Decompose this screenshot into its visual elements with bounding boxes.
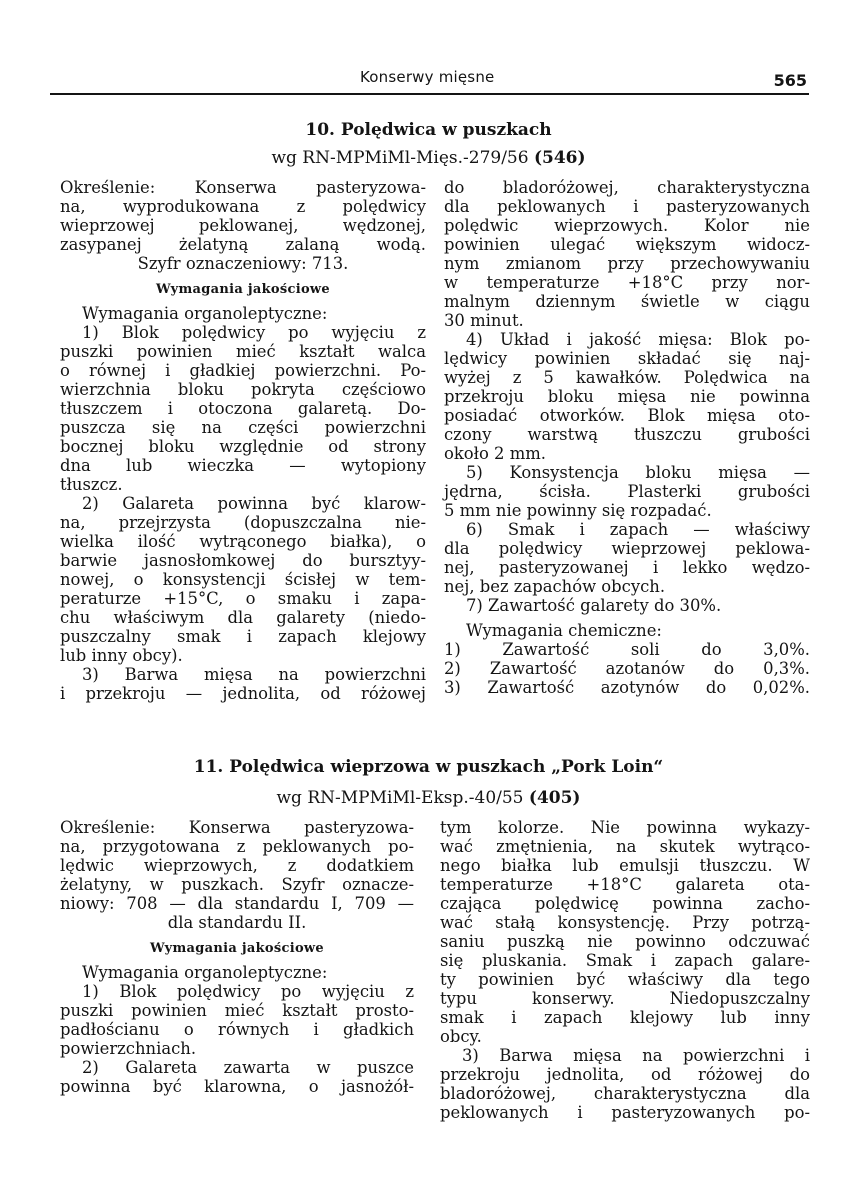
text-line: chu właściwym dla galarety (niedo-: [60, 608, 426, 627]
text-line: tłuszczem i otoczona galaretą. Do-: [60, 399, 426, 418]
text-line: wieprzowej peklowanej, wędzonej,: [60, 216, 426, 235]
text-line: Określenie: Konserwa pasteryzowa-: [60, 178, 426, 197]
running-header: [0, 66, 857, 96]
text-line: w temperaturze +18°C przy nor-: [444, 273, 810, 292]
text-line: smak i zapach klejowy lub inny: [440, 1008, 810, 1027]
text-line: saniu puszką nie powinno odczuwać: [440, 932, 810, 951]
text-line: 1) Zawartość soli do 3,0%.: [444, 640, 810, 659]
text-line: powinien ulegać większym widocz-: [444, 235, 810, 254]
text-line: na, wyprodukowana z polędwicy: [60, 197, 426, 216]
text-line: około 2 mm.: [444, 444, 546, 463]
text-line: puszczalny smak i zapach klejowy: [60, 627, 426, 646]
running-title: Konserwy mięsne: [360, 68, 495, 86]
text-line: wać stałą konsystencję. Przy potrzą-: [440, 913, 810, 932]
text-line: żelatyny, w puszkach. Szyfr oznacze-: [60, 875, 414, 894]
section-11-standard-number: wg RN-MPMiMl-Eksp.-40/55: [276, 788, 524, 808]
text-line: puszki powinien mieć kształt prosto-: [60, 1001, 414, 1020]
text-line: wyżej z 5 kawałków. Polędwica na: [444, 368, 810, 387]
text-line: puszki powinien mieć kształt walca: [60, 342, 426, 361]
subheading: Wymagania jakościowe: [155, 282, 330, 297]
section-10-standard: [0, 148, 857, 168]
text-line: bocznej bloku względnie od strony: [60, 437, 426, 456]
text-line: 2) Galareta powinna być klarow-: [82, 494, 426, 513]
text-line: dla polędwicy wieprzowej peklowa-: [444, 539, 810, 558]
text-line: Wymagania organoleptyczne:: [82, 304, 328, 323]
text-line: wać zmętnienia, na skutek wytrąco-: [440, 837, 810, 856]
text-line: 3) Barwa mięsa na powierzchni: [82, 665, 426, 684]
section-11-standard: [0, 788, 857, 808]
text-line: temperaturze +18°C galareta ota-: [440, 875, 810, 894]
text-line: typu konserwy. Niedopuszczalny: [440, 989, 810, 1008]
text-line: dna lub wieczka — wytopiony: [60, 456, 426, 475]
text-line: o równej i gładkiej powierzchni. Po-: [60, 361, 426, 380]
text-line: 1) Blok polędwicy po wyjęciu z: [82, 323, 426, 342]
text-line: 5 mm nie powinny się rozpadać.: [444, 501, 712, 520]
page-number: 565: [773, 71, 807, 90]
text-line: wierzchnia bloku pokryta częściowo: [60, 380, 426, 399]
text-line: nej, pasteryzowanej i lekko wędzo-: [444, 558, 810, 577]
text-line: do bladoróżowej, charakterystyczna: [444, 178, 810, 197]
section-11-code: (405): [528, 788, 581, 808]
text-line: posiadać otworków. Blok mięsa oto-: [444, 406, 810, 425]
text-line: barwie jasnosłomkowej do bursztyy-: [60, 551, 426, 570]
text-line: 4) Układ i jakość mięsa: Blok po-: [466, 330, 810, 349]
text-line: Wymagania organoleptyczne:: [82, 963, 328, 982]
text-line: 5) Konsystencja bloku mięsa —: [466, 463, 810, 482]
section-10-left-column: [60, 178, 426, 703]
text-line: malnym dziennym świetle w ciągu: [444, 292, 810, 311]
text-line: wielka ilość wytrąconego białka), o: [60, 532, 426, 551]
text-line: tym kolorze. Nie powinna wykazy-: [440, 818, 810, 837]
text-line: i przekroju — jednolita, od różowej: [60, 684, 426, 703]
text-line: polędwic wieprzowych. Kolor nie: [444, 216, 810, 235]
text-line: Szyfr oznaczeniowy: 713.: [137, 254, 349, 273]
header-rule: [50, 93, 809, 95]
text-line: nowej, o konsystencji ścisłej w tem-: [60, 570, 426, 589]
text-line: lędwicy powinien składać się naj-: [444, 349, 810, 368]
text-line: dla standardu II.: [167, 913, 307, 932]
text-line: dla peklowanych i pasteryzowanych: [444, 197, 810, 216]
text-line: 6) Smak i zapach — właściwy: [466, 520, 810, 539]
text-line: na, przejrzysta (dopuszczalna nie-: [60, 513, 426, 532]
text-line: 2) Galareta zawarta w puszce: [82, 1058, 414, 1077]
text-line: bladoróżowej, charakterystyczna dla: [440, 1084, 810, 1103]
section-11-left-column: [60, 818, 414, 1096]
text-line: powierzchniach.: [60, 1039, 197, 1058]
text-line: przekroju jednolita, od różowej do: [440, 1065, 810, 1084]
text-line: jędrna, ścisła. Plasterki grubości: [444, 482, 810, 501]
text-line: puszcza się na części powierzchni: [60, 418, 426, 437]
text-line: czony warstwą tłuszczu grubości: [444, 425, 810, 444]
subheading: Wymagania jakościowe: [149, 941, 324, 956]
text-line: lędwic wieprzowych, z dodatkiem: [60, 856, 414, 875]
text-line: na, przygotowana z peklowanych po-: [60, 837, 414, 856]
section-10-standard-number: wg RN-MPMiMl-Mięs.-279/56: [271, 148, 529, 168]
text-line: tłuszcz.: [60, 475, 123, 494]
text-line: 30 minut.: [444, 311, 524, 330]
text-line: 3) Barwa mięsa na powierzchni i: [462, 1046, 810, 1065]
text-line: Wymagania chemiczne:: [466, 621, 662, 640]
text-line: nej, bez zapachów obcych.: [444, 577, 666, 596]
text-line: peklowanych i pasteryzowanych po-: [440, 1103, 810, 1122]
section-11-right-column: [440, 818, 810, 1122]
text-line: nego białka lub emulsji tłuszczu. W: [440, 856, 810, 875]
section-11-title: 11. Polędwica wieprzowa w puszkach „Pork Loin“: [193, 757, 664, 777]
text-line: przekroju bloku mięsa nie powinna: [444, 387, 810, 406]
text-line: nym zmianom przy przechowywaniu: [444, 254, 810, 273]
text-line: 2) Zawartość azotanów do 0,3%.: [444, 659, 810, 678]
text-line: się pluskania. Smak i zapach galare-: [440, 951, 810, 970]
text-line: zasypanej żelatyną zalaną wodą.: [60, 235, 426, 254]
text-line: ty powinien być właściwy dla tego: [440, 970, 810, 989]
text-line: niowy: 708 — dla standardu I, 709 —: [60, 894, 414, 913]
text-line: lub inny obcy).: [60, 646, 183, 665]
section-10-code: (546): [533, 148, 586, 168]
text-line: Określenie: Konserwa pasteryzowa-: [60, 818, 414, 837]
text-line: padłościanu o równych i gładkich: [60, 1020, 414, 1039]
text-line: 3) Zawartość azotynów do 0,02%.: [444, 678, 810, 697]
section-10-right-column: [444, 178, 810, 697]
text-line: obcy.: [440, 1027, 482, 1046]
text-line: czająca polędwicę powinna zacho-: [440, 894, 810, 913]
text-line: peraturze +15°C, o smaku i zapa-: [60, 589, 426, 608]
text-line: 1) Blok polędwicy po wyjęciu z: [82, 982, 414, 1001]
text-line: 7) Zawartość galarety do 30%.: [466, 596, 722, 615]
text-line: powinna być klarowna, o jasnożół-: [60, 1077, 414, 1096]
section-10-title: 10. Polędwica w puszkach: [305, 120, 552, 140]
